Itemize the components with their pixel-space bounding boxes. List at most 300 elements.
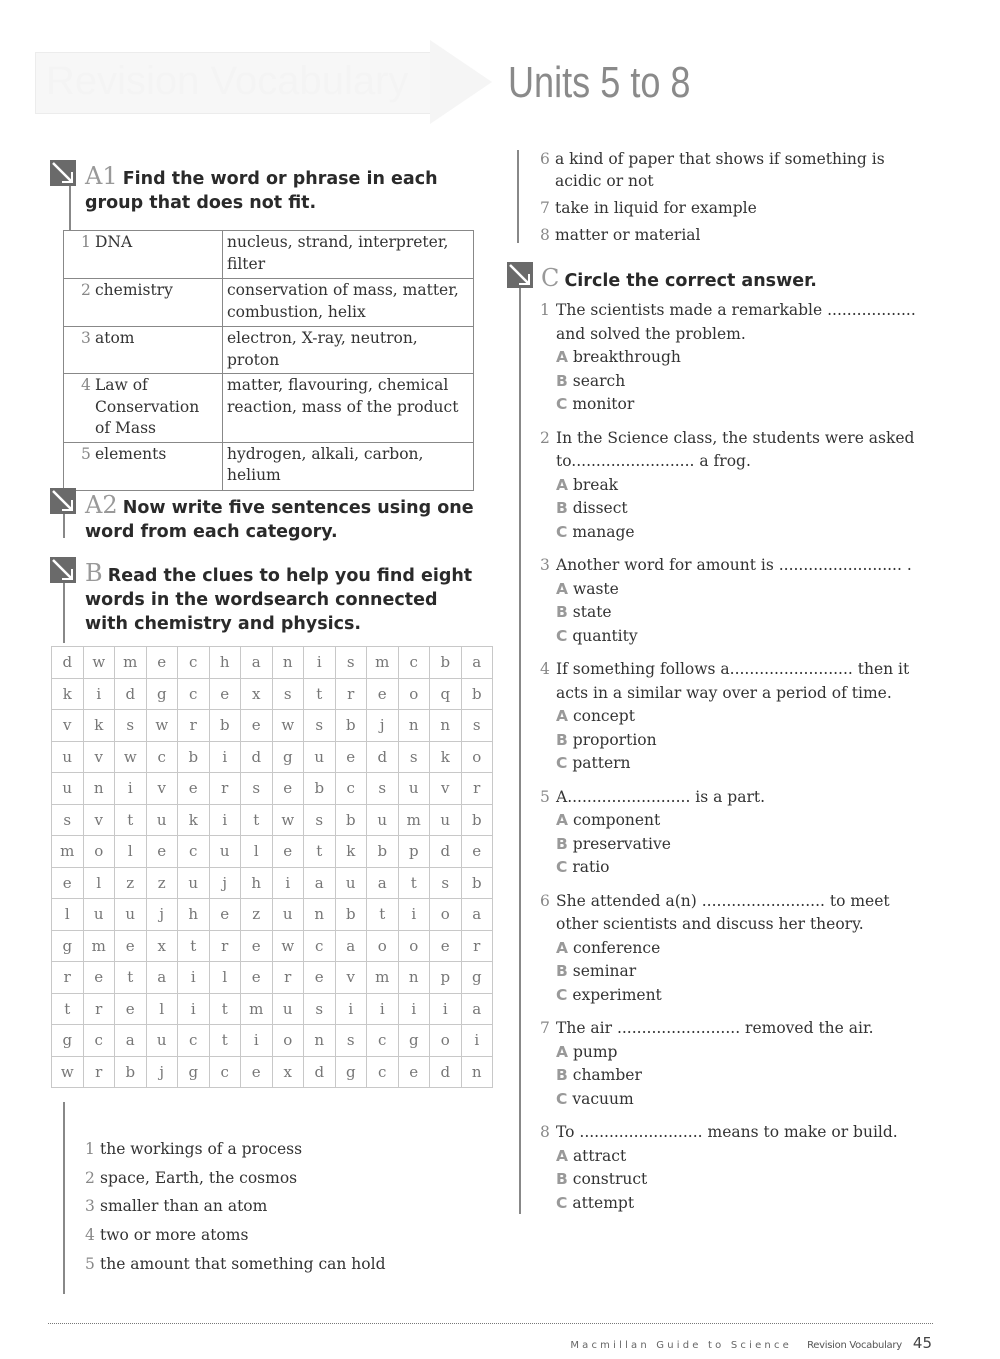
grid-cell[interactable]: i [115, 773, 147, 805]
item-number: 2 [81, 281, 91, 299]
grid-cell[interactable]: m [367, 647, 399, 679]
grid-cell[interactable]: n [304, 1025, 336, 1057]
grid-cell[interactable]: l [209, 962, 241, 994]
grid-cell[interactable]: k [178, 804, 210, 836]
option-text: search [572, 371, 626, 390]
grid-cell[interactable]: h [178, 899, 210, 931]
grid-cell[interactable]: l [83, 867, 115, 899]
grid-cell[interactable]: o [398, 678, 430, 710]
a1-row [64, 279, 474, 327]
grid-row [52, 773, 493, 805]
option-letter: A [556, 348, 568, 366]
answer-option[interactable] [540, 625, 935, 649]
option-letter: B [556, 499, 568, 517]
grid-cell[interactable]: e [209, 678, 241, 710]
grid-cell[interactable]: s [52, 804, 84, 836]
grid-cell[interactable]: e [461, 836, 493, 868]
grid-cell[interactable]: i [398, 993, 430, 1025]
answer-option[interactable] [540, 474, 935, 498]
grid-cell[interactable]: r [52, 962, 84, 994]
grid-cell[interactable]: n [430, 710, 462, 742]
grid-cell[interactable]: d [52, 647, 84, 679]
grid-cell[interactable]: t [115, 804, 147, 836]
option-letter: C [556, 1193, 568, 1212]
grid-cell[interactable]: i [335, 993, 367, 1025]
question-number: 7 [540, 1019, 550, 1037]
grid-cell[interactable]: t [209, 1025, 241, 1057]
option-text: attempt [572, 1193, 635, 1212]
answer-option[interactable] [540, 578, 935, 602]
grid-cell[interactable]: w [115, 741, 147, 773]
grid-cell[interactable]: r [335, 678, 367, 710]
grid-cell[interactable]: i [178, 993, 210, 1025]
grid-cell[interactable]: r [83, 993, 115, 1025]
answer-option[interactable] [540, 960, 935, 984]
grid-cell[interactable]: o [430, 899, 462, 931]
clue-text: the workings of a process [100, 1140, 303, 1158]
answer-option[interactable] [540, 809, 935, 833]
section-title: Find the word or phrase in each group that does not fit. [85, 169, 438, 213]
answer-option[interactable] [540, 856, 935, 880]
grid-cell[interactable]: s [241, 773, 273, 805]
grid-cell[interactable]: u [398, 773, 430, 805]
grid-cell[interactable]: c [209, 1056, 241, 1088]
option-text: pump [572, 1042, 618, 1061]
grid-cell[interactable]: u [52, 741, 84, 773]
section-rule [63, 583, 65, 643]
header-arrow-head [430, 40, 492, 124]
grid-cell[interactable]: e [430, 930, 462, 962]
grid-cell[interactable]: p [430, 962, 462, 994]
grid-cell[interactable]: p [398, 836, 430, 868]
answer-option[interactable] [540, 601, 935, 625]
grid-cell[interactable]: s [304, 993, 336, 1025]
grid-cell[interactable]: g [146, 678, 178, 710]
grid-cell[interactable]: x [146, 930, 178, 962]
grid-cell[interactable]: r [209, 773, 241, 805]
option-letter: B [556, 834, 568, 853]
grid-cell[interactable]: m [115, 647, 147, 679]
grid-cell[interactable]: i [272, 867, 304, 899]
grid-cell[interactable]: c [178, 647, 210, 679]
grid-cell[interactable]: j [146, 1056, 178, 1088]
grid-cell[interactable]: u [52, 773, 84, 805]
grid-cell[interactable]: b [367, 836, 399, 868]
clue-text: take in liquid for example [555, 199, 757, 217]
grid-cell[interactable]: k [83, 710, 115, 742]
section-a2-header [85, 491, 475, 544]
answer-option[interactable] [540, 1168, 935, 1192]
option-letter: C [556, 858, 568, 876]
grid-cell[interactable]: o [461, 741, 493, 773]
section-title: Circle the correct answer. [564, 271, 817, 291]
category-label: elements [95, 444, 167, 463]
grid-cell[interactable]: w [272, 804, 304, 836]
category-label: chemistry [95, 281, 173, 299]
grid-cell[interactable]: i [209, 804, 241, 836]
section-rule [63, 514, 65, 538]
grid-cell[interactable]: g [178, 1056, 210, 1088]
grid-cell[interactable]: g [335, 1056, 367, 1088]
grid-cell[interactable]: r [178, 710, 210, 742]
grid-cell[interactable]: r [461, 930, 493, 962]
grid-cell[interactable]: b [178, 741, 210, 773]
question-stem [540, 299, 935, 346]
answer-option[interactable] [540, 937, 935, 961]
section-letter: B [85, 559, 103, 587]
grid-cell[interactable]: s [461, 710, 493, 742]
grid-cell[interactable]: b [430, 647, 462, 679]
grid-cell[interactable]: c [178, 678, 210, 710]
grid-cell[interactable]: d [241, 741, 273, 773]
grid-cell[interactable]: e [178, 773, 210, 805]
grid-cell[interactable]: z [115, 867, 147, 899]
grid-cell[interactable]: e [115, 993, 147, 1025]
option-letter: C [556, 1089, 568, 1108]
grid-cell[interactable]: i [83, 678, 115, 710]
grid-cell[interactable]: i [178, 962, 210, 994]
grid-cell[interactable]: q [430, 678, 462, 710]
grid-cell[interactable]: a [146, 962, 178, 994]
grid-cell[interactable]: k [335, 836, 367, 868]
section-rule [519, 288, 521, 1214]
answer-option[interactable] [540, 393, 935, 417]
grid-cell[interactable]: j [146, 899, 178, 931]
option-text: dissect [572, 499, 628, 517]
grid-cell[interactable]: n [398, 962, 430, 994]
answer-option[interactable] [540, 705, 935, 729]
question-number: 3 [540, 556, 550, 574]
question-text: She attended a(n) ......................... to meet other scientists and discuss her theory. [556, 891, 890, 933]
clue-item [85, 1192, 485, 1221]
clue-text: smaller than an atom [100, 1197, 268, 1216]
grid-cell[interactable]: s [335, 1025, 367, 1057]
grid-cell[interactable]: t [398, 867, 430, 899]
question-block [540, 786, 935, 880]
grid-cell[interactable]: m [398, 804, 430, 836]
grid-cell[interactable]: w [83, 647, 115, 679]
grid-cell[interactable]: o [398, 930, 430, 962]
a1-words-cell: hydrogen, alkali, carbon, helium [223, 442, 474, 490]
answer-option[interactable] [540, 729, 935, 753]
grid-cell[interactable]: b [461, 678, 493, 710]
grid-cell[interactable]: b [461, 867, 493, 899]
grid-cell[interactable]: t [241, 804, 273, 836]
grid-cell[interactable]: a [461, 647, 493, 679]
grid-cell[interactable]: z [241, 899, 273, 931]
section-letter: A2 [85, 491, 118, 519]
grid-cell[interactable]: b [304, 773, 336, 805]
grid-cell[interactable]: v [83, 804, 115, 836]
answer-option[interactable] [540, 1192, 935, 1216]
grid-cell[interactable]: s [304, 804, 336, 836]
grid-cell[interactable]: e [335, 741, 367, 773]
grid-cell[interactable]: o [367, 930, 399, 962]
grid-cell[interactable]: g [461, 962, 493, 994]
grid-cell[interactable]: a [367, 867, 399, 899]
grid-cell[interactable]: m [241, 993, 273, 1025]
grid-cell[interactable]: r [461, 773, 493, 805]
section-rule [63, 1102, 65, 1294]
grid-cell[interactable]: o [83, 836, 115, 868]
grid-cell[interactable]: c [178, 836, 210, 868]
grid-cell[interactable]: b [335, 710, 367, 742]
grid-cell[interactable]: n [461, 1056, 493, 1088]
grid-cell[interactable]: i [304, 647, 336, 679]
grid-cell[interactable]: c [367, 1056, 399, 1088]
grid-cell[interactable]: u [178, 867, 210, 899]
grid-cell[interactable]: g [272, 741, 304, 773]
grid-cell[interactable]: s [304, 710, 336, 742]
grid-cell[interactable]: j [367, 710, 399, 742]
question-text: To ......................... means to make or build. [556, 1123, 898, 1141]
grid-cell[interactable]: r [83, 1056, 115, 1088]
grid-cell[interactable]: b [115, 1056, 147, 1088]
grid-cell[interactable]: t [304, 836, 336, 868]
grid-cell[interactable]: n [304, 899, 336, 931]
answer-option[interactable] [540, 1041, 935, 1065]
grid-cell[interactable]: e [241, 962, 273, 994]
item-number: 5 [81, 444, 91, 463]
grid-cell[interactable]: u [335, 867, 367, 899]
grid-row [52, 867, 493, 899]
grid-cell[interactable]: h [209, 647, 241, 679]
grid-cell[interactable]: c [367, 1025, 399, 1057]
grid-cell[interactable]: u [115, 899, 147, 931]
option-letter: A [556, 1146, 568, 1165]
grid-cell[interactable]: s [335, 647, 367, 679]
grid-cell[interactable]: l [241, 836, 273, 868]
grid-cell[interactable]: a [461, 899, 493, 931]
grid-cell[interactable]: t [367, 899, 399, 931]
grid-cell[interactable]: c [146, 741, 178, 773]
grid-cell[interactable]: e [272, 773, 304, 805]
grid-cell[interactable]: e [241, 1056, 273, 1088]
a1-category-cell [64, 327, 223, 374]
grid-cell[interactable]: d [430, 836, 462, 868]
grid-cell[interactable]: w [146, 710, 178, 742]
grid-cell[interactable]: e [241, 710, 273, 742]
grid-cell[interactable]: i [241, 1025, 273, 1057]
grid-cell[interactable]: b [209, 710, 241, 742]
grid-cell[interactable]: t [304, 678, 336, 710]
option-text: manage [572, 522, 635, 541]
question-block [540, 427, 935, 545]
grid-cell[interactable]: d [367, 741, 399, 773]
clue-item [85, 1164, 485, 1193]
grid-cell[interactable]: w [52, 1056, 84, 1088]
grid-cell[interactable]: s [430, 867, 462, 899]
section-rule [517, 150, 519, 243]
grid-cell[interactable]: a [115, 1025, 147, 1057]
grid-cell[interactable]: e [241, 930, 273, 962]
grid-cell[interactable]: i [367, 993, 399, 1025]
grid-row [52, 993, 493, 1025]
grid-cell[interactable]: v [52, 710, 84, 742]
grid-cell[interactable]: k [430, 741, 462, 773]
grid-cell[interactable]: m [52, 836, 84, 868]
grid-cell[interactable]: u [272, 899, 304, 931]
answer-option[interactable] [540, 833, 935, 857]
grid-cell[interactable]: c [335, 773, 367, 805]
grid-cell[interactable]: x [272, 1056, 304, 1088]
grid-cell[interactable]: u [209, 836, 241, 868]
item-number: 7 [540, 199, 550, 217]
grid-cell[interactable]: u [272, 993, 304, 1025]
grid-cell[interactable]: u [83, 899, 115, 931]
question-block [540, 554, 935, 648]
option-letter: B [556, 1170, 568, 1188]
grid-cell[interactable]: b [335, 899, 367, 931]
grid-cell[interactable]: e [209, 899, 241, 931]
grid-cell[interactable]: e [146, 647, 178, 679]
answer-option[interactable] [540, 752, 935, 776]
option-text: pattern [572, 754, 631, 772]
grid-cell[interactable]: e [83, 962, 115, 994]
grid-cell[interactable]: v [335, 962, 367, 994]
grid-cell[interactable]: k [52, 678, 84, 710]
grid-cell[interactable]: b [461, 804, 493, 836]
grid-cell[interactable]: l [52, 899, 84, 931]
grid-cell[interactable]: l [146, 993, 178, 1025]
grid-cell[interactable]: e [52, 867, 84, 899]
grid-cell[interactable]: e [304, 962, 336, 994]
category-label: DNA [95, 233, 133, 251]
grid-cell[interactable]: s [367, 773, 399, 805]
grid-cell[interactable]: u [367, 804, 399, 836]
grid-cell[interactable]: j [209, 867, 241, 899]
section-title: Now write five sentences using one word from each category. [85, 498, 474, 542]
a1-words-cell: matter, flavouring, chemical reaction, mass of the product [223, 374, 474, 443]
grid-cell[interactable]: e [272, 836, 304, 868]
answer-option[interactable] [540, 370, 935, 394]
grid-cell[interactable]: r [209, 930, 241, 962]
grid-cell[interactable]: w [272, 930, 304, 962]
grid-cell[interactable]: g [52, 930, 84, 962]
grid-cell[interactable]: o [272, 1025, 304, 1057]
footer-brand: Macmillan Guide to Science [570, 1340, 793, 1351]
a1-category-cell [64, 279, 223, 327]
answer-option[interactable] [540, 521, 935, 545]
grid-cell[interactable]: g [52, 1025, 84, 1057]
grid-cell[interactable]: e [146, 836, 178, 868]
grid-cell[interactable]: a [241, 647, 273, 679]
item-number: 6 [540, 150, 550, 168]
grid-cell[interactable]: u [146, 804, 178, 836]
grid-cell[interactable]: d [430, 1056, 462, 1088]
grid-cell[interactable]: h [241, 867, 273, 899]
banner-watermark: Revision Vocabulary [46, 59, 409, 103]
grid-cell[interactable]: i [461, 1025, 493, 1057]
grid-cell[interactable]: r [272, 962, 304, 994]
option-letter: B [556, 1066, 568, 1084]
section-title: Read the clues to help you find eight words in the wordsearch connected with chemistry and physics. [85, 566, 473, 634]
question-number: 5 [540, 787, 550, 806]
grid-cell[interactable]: t [178, 930, 210, 962]
grid-cell[interactable]: c [178, 1025, 210, 1057]
a1-words-cell: nucleus, strand, interpreter, filter [223, 231, 474, 279]
a1-words-cell: electron, X-ray, neutron, proton [223, 327, 474, 374]
grid-cell[interactable]: a [304, 867, 336, 899]
grid-cell[interactable]: a [335, 930, 367, 962]
grid-cell[interactable]: c [398, 647, 430, 679]
grid-cell[interactable]: m [367, 962, 399, 994]
answer-option[interactable] [540, 346, 935, 370]
grid-cell[interactable]: i [398, 899, 430, 931]
grid-cell[interactable]: a [461, 993, 493, 1025]
grid-row [52, 1025, 493, 1057]
grid-cell[interactable]: m [83, 930, 115, 962]
a1-row [64, 231, 474, 279]
grid-cell[interactable]: e [115, 930, 147, 962]
grid-cell[interactable]: v [146, 773, 178, 805]
option-letter: C [556, 985, 568, 1004]
answer-option[interactable] [540, 1145, 935, 1169]
grid-cell[interactable]: n [272, 647, 304, 679]
answer-option[interactable] [540, 984, 935, 1008]
grid-cell[interactable]: t [52, 993, 84, 1025]
grid-cell[interactable]: w [272, 710, 304, 742]
grid-cell[interactable]: g [398, 1025, 430, 1057]
grid-cell[interactable]: l [115, 836, 147, 868]
grid-cell[interactable]: u [430, 804, 462, 836]
clue-text: a kind of paper that shows if something is acidic or not [555, 150, 885, 190]
answer-option[interactable] [540, 1064, 935, 1088]
clue-item [540, 148, 920, 192]
grid-cell[interactable]: z [146, 867, 178, 899]
option-letter: A [556, 579, 568, 598]
grid-cell[interactable]: b [335, 804, 367, 836]
option-text: seminar [572, 962, 637, 980]
grid-cell[interactable]: t [209, 993, 241, 1025]
grid-cell[interactable]: d [115, 678, 147, 710]
grid-cell[interactable]: u [146, 1025, 178, 1057]
question-stem [540, 427, 935, 474]
grid-cell[interactable]: d [304, 1056, 336, 1088]
grid-cell[interactable]: e [367, 678, 399, 710]
grid-cell[interactable]: x [241, 678, 273, 710]
answer-option[interactable] [540, 1088, 935, 1112]
header-banner-arrow [35, 52, 432, 114]
grid-cell[interactable]: s [398, 741, 430, 773]
option-letter: B [556, 962, 568, 980]
grid-cell[interactable]: t [115, 962, 147, 994]
a1-row [64, 374, 474, 443]
option-letter: B [556, 371, 568, 390]
grid-cell[interactable]: c [304, 930, 336, 962]
grid-cell[interactable]: i [430, 993, 462, 1025]
answer-option[interactable] [540, 497, 935, 521]
grid-cell[interactable]: n [83, 773, 115, 805]
grid-cell[interactable]: u [304, 741, 336, 773]
grid-cell[interactable]: s [272, 678, 304, 710]
grid-cell[interactable]: e [398, 1056, 430, 1088]
grid-cell[interactable]: n [398, 710, 430, 742]
grid-cell[interactable]: o [430, 1025, 462, 1057]
grid-cell[interactable]: i [209, 741, 241, 773]
footer [0, 1333, 932, 1352]
clue-item [540, 224, 920, 246]
grid-cell[interactable]: c [83, 1025, 115, 1057]
item-number: 4 [81, 376, 91, 394]
grid-cell[interactable]: s [115, 710, 147, 742]
a1-row [64, 442, 474, 490]
clue-item [85, 1250, 485, 1279]
category-label: Law of Conservation of Mass [95, 376, 200, 437]
grid-cell[interactable]: v [430, 773, 462, 805]
grid-cell[interactable]: v [83, 741, 115, 773]
a1-category-cell [64, 442, 223, 490]
